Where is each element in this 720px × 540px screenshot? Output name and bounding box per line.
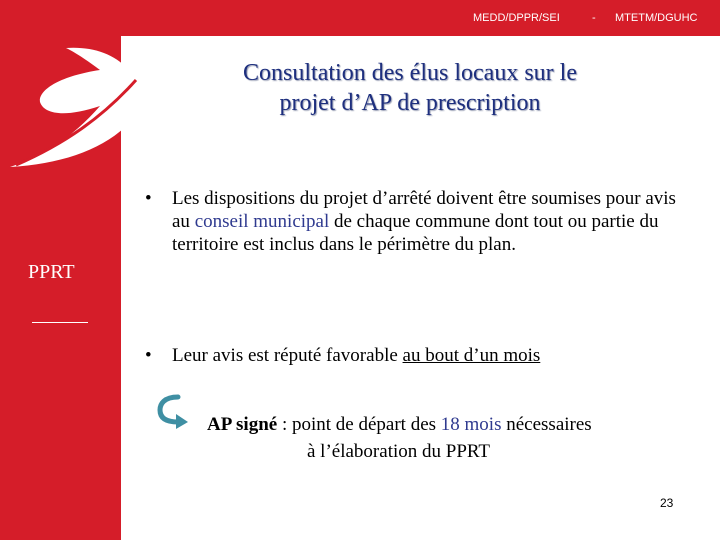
bullet-marker-1: • [145, 188, 152, 209]
conclusion-line-2: à l’élaboration du PPRT [307, 441, 491, 462]
conclusion-part2: nécessaires [501, 414, 592, 435]
leaf-shape [10, 40, 161, 167]
sidebar-label: PPRT [28, 261, 75, 283]
title-line-2: projet d’AP de prescription [279, 90, 541, 116]
bullet-2-underlined: au bout d’un mois [402, 345, 541, 366]
bullet-2-text: Leur avis est réputé favorable [172, 345, 403, 366]
header-right-text: MTETM/DGUHC [615, 12, 698, 24]
title-line-1: Consultation des élus locaux sur le [243, 60, 577, 86]
bullet-1-highlight: conseil municipal [194, 211, 330, 232]
slide-title [150, 58, 670, 118]
conclusion-text [207, 411, 707, 465]
sidebar-divider [32, 322, 88, 323]
bullet-1-text-part2: de chaque commune dont tout ou partie du territoire est inclus dans le périmètre du plan. [172, 211, 659, 255]
bullet-marker-2: • [145, 345, 152, 366]
bullet-1 [172, 187, 682, 256]
leaf-logo [4, 40, 164, 175]
arrow-curve [160, 397, 178, 422]
header-left-text: MEDD/DPPR/SEI [473, 12, 560, 24]
conclusion-part1: : point de départ des [277, 414, 441, 435]
bullet-1-text-part1: Les dispositions du projet d’arrêté doivent être soumises pour avis au [172, 188, 676, 232]
conclusion-bold: AP signé [207, 414, 278, 435]
curved-return-arrow-icon [156, 394, 192, 430]
conclusion-highlight: 18 mois [440, 414, 502, 435]
arrow-head [176, 414, 188, 429]
page-number: 23 [660, 496, 674, 510]
bullet-2 [172, 344, 682, 367]
header-separator: - [592, 12, 596, 24]
